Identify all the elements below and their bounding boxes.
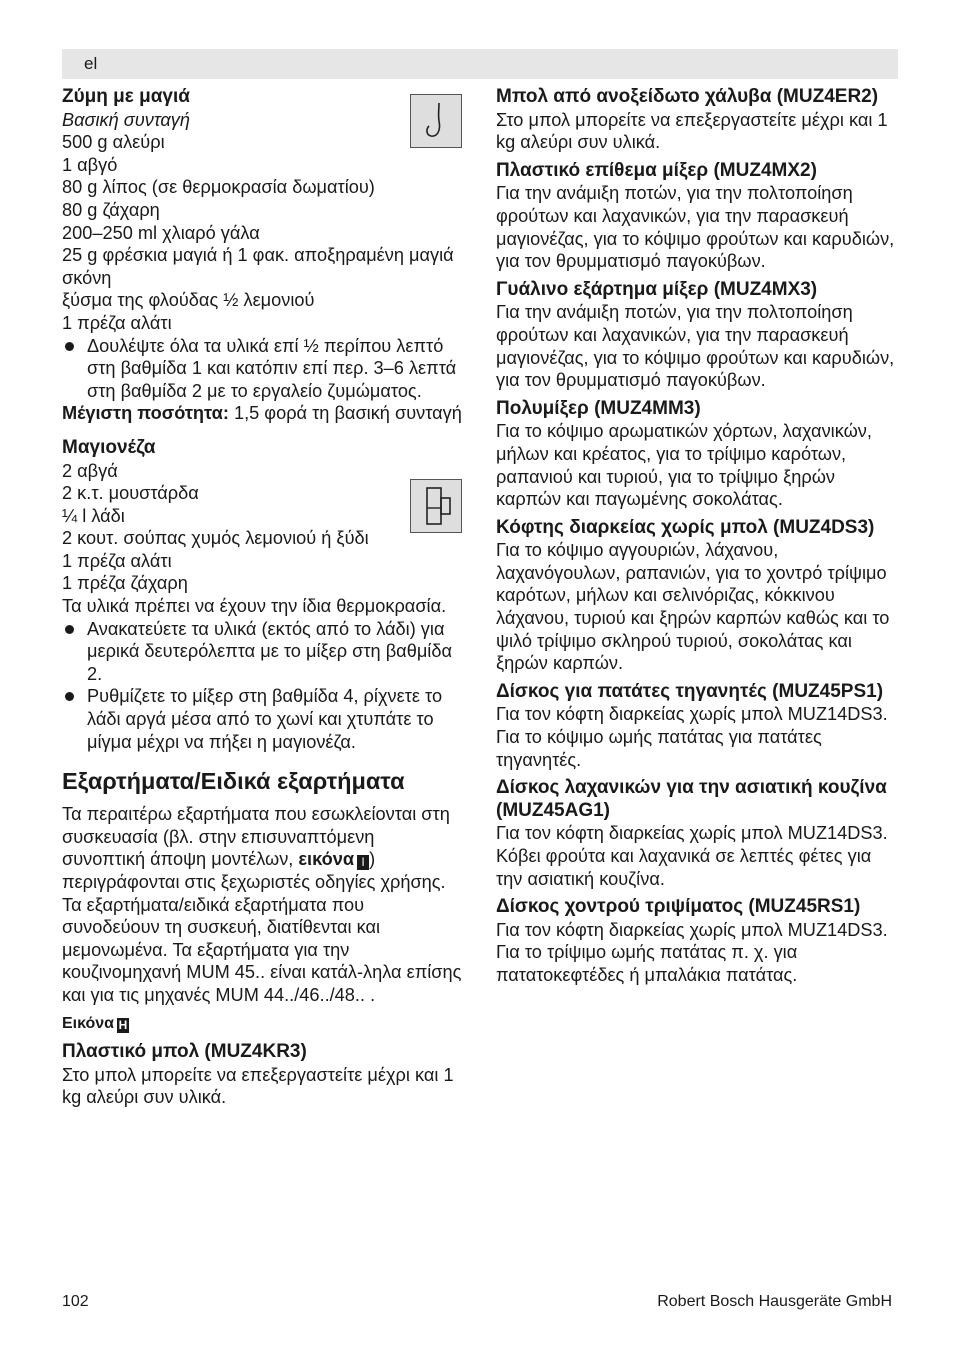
mayonnaise-title: Μαγιονέζα <box>62 436 156 458</box>
yeast-dough-title: Ζύμη με μαγιά <box>62 86 190 107</box>
section-text: Στο μπολ μπορείτε να επεξεργαστείτε μέχρι και 1 kg αλεύρι συν υλικά. <box>62 1064 454 1108</box>
right-column <box>496 86 898 987</box>
figure-caption <box>62 1013 462 1036</box>
ingredient: 2 κουτ. σούπας χυμός λεμονιού ή ξύδι <box>62 528 369 549</box>
accessories-text: Τα περαιτέρω εξαρτήματα που εσωκλείονται στη συσκευασία (βλ. στην επισυναπτόμενη συνοπτική άποψη μοντέλων, <box>62 804 450 870</box>
section-title: Πλαστικό επίθεμα μίξερ (MUZ4MX2) <box>496 159 817 181</box>
ingredient: 1 πρέζα ζάχαρη <box>62 573 188 594</box>
ingredient: 500 g αλεύρι <box>62 132 165 153</box>
section-title: Δίσκος χοντρού τριψίματος (MUZ45RS1) <box>496 896 861 918</box>
page-number: 102 <box>62 1293 89 1310</box>
instruction-step: Ανακατεύετε τα υλικά (εκτός από το λάδι) για μερικά δευτερόλεπτα με το μίξερ στη βαθμίδα 2. <box>62 618 462 686</box>
ingredient: 200–250 ml χλιαρό γάλα <box>62 222 260 243</box>
language-code: el <box>84 54 98 73</box>
section-text: Στο μπολ μπορείτε να επεξεργαστείτε μέχρι και 1 kg αλεύρι συν υλικά. <box>496 109 888 153</box>
figure-caption-label: Εικόνα <box>62 1014 115 1032</box>
ingredient: 1 αβγό <box>62 154 118 175</box>
section-text: Για τον κόφτη διαρκείας χωρίς μπολ MUZ14DS3. <box>496 704 888 725</box>
accessories-paragraph: Τα εξαρτήματα/ειδικά εξαρτήματα που συνοδεύουν τη συσκευή, διατίθενται και μεμονωμένα. Τα εξαρτήματα για την κουζινομηχανή MUM 45.. είναι κατάλ-ληλα επίσης και για τις μηχανές MUM 44../46../48.. . <box>62 894 462 1005</box>
figure-badge: H <box>118 1017 128 1032</box>
left-column <box>62 86 462 1109</box>
section-title: Κόφτης διαρκείας χωρίς μπολ (MUZ4DS3) <box>496 516 875 538</box>
yeast-dough-subtitle: Βασική συνταγή <box>62 109 190 130</box>
figure-ref: εικόνα <box>298 849 355 870</box>
max-quantity <box>62 402 462 425</box>
section-text: Κόβει φρούτα και λαχανικά σε λεπτές φέτες για την ασιατική κουζίνα. <box>496 846 872 889</box>
section-text: Για τον κόφτη διαρκείας χωρίς μπολ MUZ14DS3. <box>496 823 888 844</box>
figure-badge: I <box>357 855 369 870</box>
section-text: Για το κόψιμο αρωματικών χόρτων, λαχανικών, μήλων και κρέατος, για το τρίψιμο καρότων, ραπανιού και τυριού, για το τρίψιμο ξηρών καρπών και παγωμένης σοκολάτας. <box>496 421 872 510</box>
section-title: Πλαστικό μπολ (MUZ4KR3) <box>62 1041 307 1063</box>
section-text: Για την ανάμιξη ποτών, για την πολτοποίηση φρούτων και λαχανικών, για την παρασκευή μαγιονέζας, για το κόψιμο φρούτων και καρυδιών, για τον θρυμματισμό παγοκύβων. <box>496 302 895 391</box>
company-name: Robert Bosch Hausgeräte GmbH <box>657 1293 892 1310</box>
language-bar <box>62 49 898 79</box>
ingredient: 2 αβγά <box>62 460 118 481</box>
accessories-heading: Εξαρτήματα/Ειδικά εξαρτήματα <box>62 768 405 795</box>
ingredient: 80 g ζάχαρη <box>62 199 160 220</box>
ingredient: ¼ l λάδι <box>62 505 125 526</box>
max-quantity-label: Μέγιστη ποσότητα: <box>62 403 229 424</box>
max-quantity-value: 1,5 φορά τη βασική συνταγή <box>228 403 462 424</box>
section-text: Για τον κόφτη διαρκείας χωρίς μπολ MUZ14DS3. <box>496 919 888 940</box>
ingredient: 1 πρέζα αλάτι <box>62 312 172 333</box>
section-text: Για την ανάμιξη ποτών, για την πολτοποίηση φρούτων και λαχανικών, για την παρασκευή μαγιονέζας, για το κόψιμο φρούτων και καρυδιών, για τον θρυμματισμό παγοκύβων. <box>496 183 895 272</box>
section-text: Για το τρίψιμο ωμής πατάτας π. χ. για πατατοκεφτέδες ή μπαλάκια πατάτας. <box>496 942 798 985</box>
ingredient: Τα υλικά πρέπει να έχουν την ίδια θερμοκρασία. <box>62 596 447 617</box>
ingredient: 80 g λίπος (σε θερμοκρασία δωματίου) <box>62 177 375 198</box>
section-title: Δίσκος για πατάτες τηγανητές (MUZ45PS1) <box>496 680 884 702</box>
accessories-text: ) περιγράφονται στις ξεχωριστές οδηγίες χρήσης. <box>62 849 446 892</box>
accessories-paragraph <box>62 803 462 893</box>
section-title: Δίσκος λαχανικών για την ασιατική κουζίνα (MUZ45AG1) <box>496 777 887 821</box>
ingredient: 1 πρέζα αλάτι <box>62 550 172 571</box>
section-text: Για το κόψιμο ωμής πατάτας για πατάτες τηγανητές. <box>496 727 822 770</box>
ingredient: ξύσμα της φλούδας ½ λεμονιού <box>62 290 315 311</box>
instruction-step: Δουλέψτε όλα τα υλικά επί ½ περίπου λεπτό στη βαθμίδα 1 και κατόπιν επί περ. 3–6 λεπτά στη βαθμίδα 2 με το εργαλείο ζυμώματος. <box>62 335 462 403</box>
ingredient: 25 g φρέσκια μαγιά ή 1 φακ. αποξηραμένη μαγιά σκόνη <box>62 245 454 288</box>
section-title: Μπολ από ανοξείδωτο χάλυβα (MUZ4ER2) <box>496 86 879 107</box>
instruction-step: Ρυθμίζετε το μίξερ στη βαθμίδα 4, ρίχνετε το λάδι αργά μέσα από το χωνί και χτυπάτε το μίγμα μέχρι να πήξει η μαγιονέζα. <box>62 685 462 753</box>
section-text: Για το κόψιμο αγγουριών, λάχανου, λαχανόγουλων, ραπανιών, για το χοντρό τρίψιμο καρότων, μήλων και σελινόριζας, κόκκινου λάχανου, τυριού και ξηρών καρπών καθώς και το ψιλό τρίψιμο σκληρού τυριού, σοκολάτας και ξηρών καρπών. <box>496 540 890 674</box>
section-title: Πολυμίξερ (MUZ4MM3) <box>496 397 701 419</box>
section-title: Γυάλινο εξάρτημα μίξερ (MUZ4MX3) <box>496 278 818 300</box>
ingredient: 2 κ.τ. μουστάρδα <box>62 483 199 504</box>
